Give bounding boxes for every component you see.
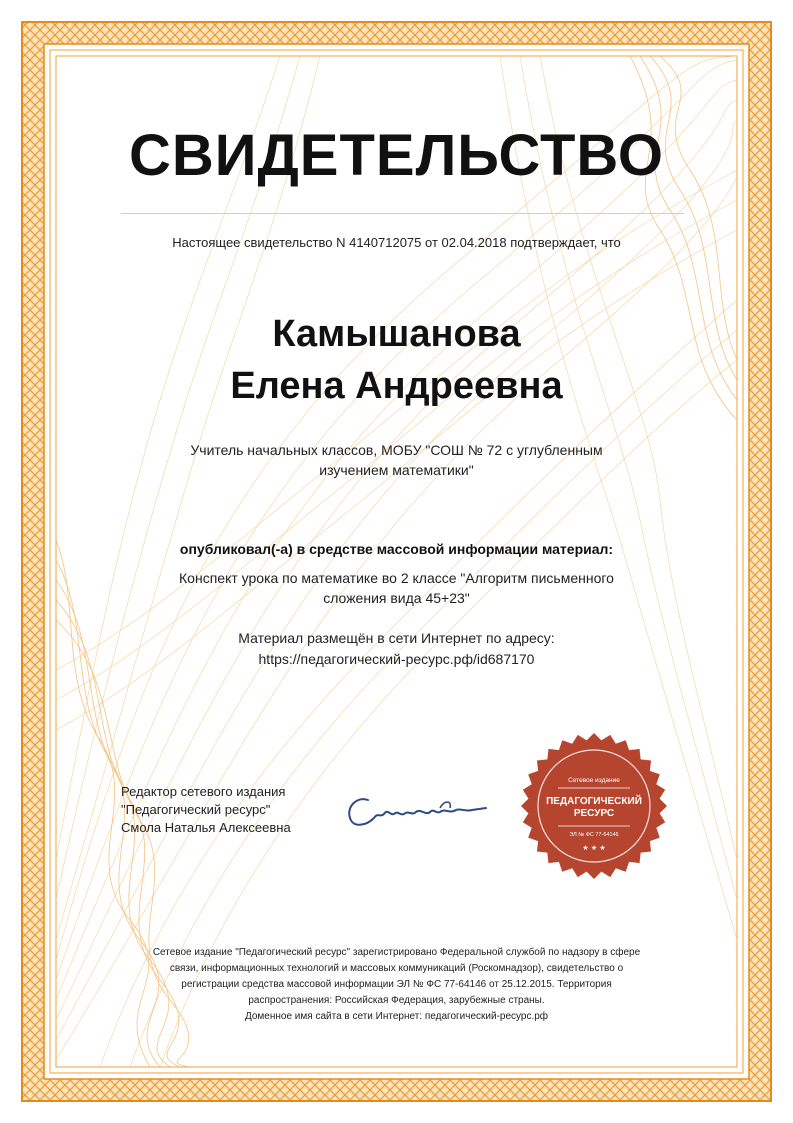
material-url[interactable]: https://педагогический-ресурс.рф/id687170 [258, 651, 535, 667]
location-label: Материал размещён в сети Интернет по адресу: [238, 630, 555, 646]
material-line-2: сложения вида 45+23" [323, 590, 470, 606]
recipient-given-names: Елена Андреевна [230, 365, 563, 407]
publisher-seal [520, 732, 668, 880]
title-divider [121, 213, 684, 214]
recipient-surname: Камышанова [272, 313, 521, 355]
recipient-name [0, 308, 793, 412]
legal-footer [110, 945, 683, 1025]
editor-signature [340, 778, 500, 838]
seal-stars: ★ ★ ★ [582, 844, 606, 852]
seal-title-line-2: РЕСУРС [573, 808, 615, 819]
seal-reg-text: ЭЛ № ФС 77-64146 [569, 832, 619, 838]
position-line-1: Учитель начальных классов, МОБУ "СОШ № 72 с углубленным [190, 442, 603, 458]
recipient-position [150, 440, 643, 480]
editor-line-3: Смола Наталья Алексеевна [121, 820, 291, 835]
editor-line-2: "Педагогический ресурс" [121, 802, 271, 817]
editor-block [121, 783, 341, 837]
position-line-2: изучением математики" [319, 462, 474, 478]
material-line-1: Конспект урока по математике во 2 классе "Алгоритм письменного [179, 570, 614, 586]
certificate-intro: Настоящее свидетельство N 4140712075 от 02.04.2018 подтверждает, что [172, 235, 621, 250]
editor-line-1: Редактор сетевого издания [121, 784, 286, 799]
seal-top-text: Сетевое издание [568, 777, 620, 784]
footer-line-1: Сетевое издание "Педагогический ресурс" зарегистрировано Федеральной службой по надзору в сфере [152, 947, 641, 958]
footer-line-2: связи, информационных технологий и массовых коммуникаций (Роскомнадзор), свидетельство о [169, 963, 624, 974]
certificate-title: СВИДЕТЕЛЬСТВО [129, 123, 664, 188]
footer-line-4: распространения: Российская Федерация, зарубежные страны. [248, 995, 545, 1006]
published-heading: опубликовал(-а) в средстве массовой информации материал: [179, 541, 614, 557]
seal-title-line-1: ПЕДАГОГИЧЕСКИЙ [546, 796, 642, 807]
footer-line-5: Доменное имя сайта в сети Интернет: педагогический-ресурс.рф [244, 1011, 549, 1022]
material-location [130, 628, 663, 670]
material-title [130, 568, 663, 608]
footer-line-3: регистрации средства массовой информации ЭЛ № ФС 77-64146 от 25.12.2015. Территория [181, 979, 612, 990]
